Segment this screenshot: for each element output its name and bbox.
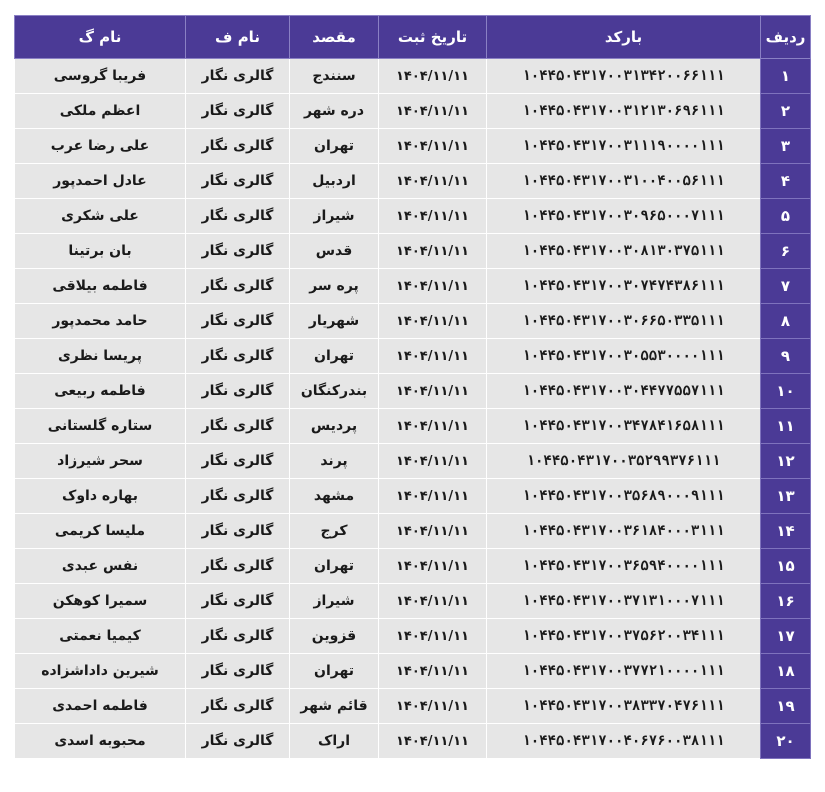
header-radif: ردیف	[761, 16, 811, 59]
table-row	[15, 514, 811, 549]
row-index: ۶	[761, 234, 811, 269]
table-row	[15, 59, 811, 94]
destination-cell: مشهد	[290, 479, 379, 514]
destination-cell: دره شهر	[290, 94, 379, 129]
name-g-cell: علی شکری	[15, 199, 186, 234]
barcode-cell: ۱۰۴۴۵۰۴۳۱۷۰۰۳۷۵۶۲۰۰۳۴۱۱۱	[487, 619, 761, 654]
date-cell: ۱۴۰۴/۱۱/۱۱	[379, 689, 487, 724]
name-g-cell: نفس عبدی	[15, 549, 186, 584]
name-g-cell: فاطمه ربیعی	[15, 374, 186, 409]
barcode-cell: ۱۰۴۴۵۰۴۳۱۷۰۰۳۵۲۹۹۳۷۶۱۱۱	[487, 444, 761, 479]
date-cell: ۱۴۰۴/۱۱/۱۱	[379, 514, 487, 549]
destination-cell: شهریار	[290, 304, 379, 339]
name-f-cell: گالری نگار	[186, 479, 290, 514]
name-f-cell: گالری نگار	[186, 444, 290, 479]
date-cell: ۱۴۰۴/۱۱/۱۱	[379, 549, 487, 584]
barcode-cell: ۱۰۴۴۵۰۴۳۱۷۰۰۳۰۸۱۳۰۳۷۵۱۱۱	[487, 234, 761, 269]
date-cell: ۱۴۰۴/۱۱/۱۱	[379, 619, 487, 654]
table-row	[15, 374, 811, 409]
date-cell: ۱۴۰۴/۱۱/۱۱	[379, 479, 487, 514]
table-row	[15, 654, 811, 689]
destination-cell: پرند	[290, 444, 379, 479]
date-cell: ۱۴۰۴/۱۱/۱۱	[379, 164, 487, 199]
row-index: ۲	[761, 94, 811, 129]
row-index: ۱۷	[761, 619, 811, 654]
date-cell: ۱۴۰۴/۱۱/۱۱	[379, 59, 487, 94]
table-row	[15, 269, 811, 304]
row-index: ۱۵	[761, 549, 811, 584]
destination-cell: پره سر	[290, 269, 379, 304]
barcode-cell: ۱۰۴۴۵۰۴۳۱۷۰۰۴۰۶۷۶۰۰۳۸۱۱۱	[487, 724, 761, 759]
table-row	[15, 94, 811, 129]
destination-cell: کرج	[290, 514, 379, 549]
row-index: ۱۰	[761, 374, 811, 409]
name-f-cell: گالری نگار	[186, 654, 290, 689]
destination-cell: قدس	[290, 234, 379, 269]
row-index: ۱۲	[761, 444, 811, 479]
barcode-cell: ۱۰۴۴۵۰۴۳۱۷۰۰۳۸۳۳۷۰۴۷۶۱۱۱	[487, 689, 761, 724]
date-cell: ۱۴۰۴/۱۱/۱۱	[379, 584, 487, 619]
barcode-cell: ۱۰۴۴۵۰۴۳۱۷۰۰۳۰۶۶۵۰۳۳۵۱۱۱	[487, 304, 761, 339]
destination-cell: بندرکنگان	[290, 374, 379, 409]
name-f-cell: گالری نگار	[186, 164, 290, 199]
table-row	[15, 584, 811, 619]
table-row	[15, 444, 811, 479]
name-g-cell: پریسا نظری	[15, 339, 186, 374]
date-cell: ۱۴۰۴/۱۱/۱۱	[379, 444, 487, 479]
barcode-cell: ۱۰۴۴۵۰۴۳۱۷۰۰۳۱۲۱۳۰۶۹۶۱۱۱	[487, 94, 761, 129]
barcode-cell: ۱۰۴۴۵۰۴۳۱۷۰۰۳۴۷۸۴۱۶۵۸۱۱۱	[487, 409, 761, 444]
name-f-cell: گالری نگار	[186, 584, 290, 619]
row-index: ۱۱	[761, 409, 811, 444]
destination-cell: اراک	[290, 724, 379, 759]
date-cell: ۱۴۰۴/۱۱/۱۱	[379, 269, 487, 304]
barcode-cell: ۱۰۴۴۵۰۴۳۱۷۰۰۳۱۰۰۴۰۰۵۶۱۱۱	[487, 164, 761, 199]
barcode-cell: ۱۰۴۴۵۰۴۳۱۷۰۰۳۷۷۲۱۰۰۰۰۱۱۱	[487, 654, 761, 689]
name-g-cell: حامد محمدپور	[15, 304, 186, 339]
row-index: ۱۶	[761, 584, 811, 619]
name-f-cell: گالری نگار	[186, 199, 290, 234]
row-index: ۵	[761, 199, 811, 234]
destination-cell: شیراز	[290, 584, 379, 619]
destination-cell: اردبیل	[290, 164, 379, 199]
date-cell: ۱۴۰۴/۱۱/۱۱	[379, 654, 487, 689]
date-cell: ۱۴۰۴/۱۱/۱۱	[379, 234, 487, 269]
name-f-cell: گالری نگار	[186, 234, 290, 269]
barcode-cell: ۱۰۴۴۵۰۴۳۱۷۰۰۳۰۷۴۷۴۳۸۶۱۱۱	[487, 269, 761, 304]
row-index: ۲۰	[761, 724, 811, 759]
barcode-cell: ۱۰۴۴۵۰۴۳۱۷۰۰۳۰۴۴۷۷۵۵۷۱۱۱	[487, 374, 761, 409]
name-f-cell: گالری نگار	[186, 689, 290, 724]
table-row	[15, 234, 811, 269]
row-index: ۱۳	[761, 479, 811, 514]
table-row	[15, 129, 811, 164]
row-index: ۱۴	[761, 514, 811, 549]
barcode-cell: ۱۰۴۴۵۰۴۳۱۷۰۰۳۱۱۱۹۰۰۰۰۱۱۱	[487, 129, 761, 164]
row-index: ۹	[761, 339, 811, 374]
barcode-cell: ۱۰۴۴۵۰۴۳۱۷۰۰۳۷۱۳۱۰۰۰۷۱۱۱	[487, 584, 761, 619]
barcode-cell: ۱۰۴۴۵۰۴۳۱۷۰۰۳۶۱۸۴۰۰۰۳۱۱۱	[487, 514, 761, 549]
name-g-cell: عادل احمدپور	[15, 164, 186, 199]
date-cell: ۱۴۰۴/۱۱/۱۱	[379, 129, 487, 164]
date-cell: ۱۴۰۴/۱۱/۱۱	[379, 199, 487, 234]
header-name-g: نام گ	[15, 16, 186, 59]
table-row	[15, 479, 811, 514]
barcode-cell: ۱۰۴۴۵۰۴۳۱۷۰۰۳۱۳۴۲۰۰۶۶۱۱۱	[487, 59, 761, 94]
name-f-cell: گالری نگار	[186, 269, 290, 304]
date-cell: ۱۴۰۴/۱۱/۱۱	[379, 724, 487, 759]
date-cell: ۱۴۰۴/۱۱/۱۱	[379, 94, 487, 129]
name-g-cell: فاطمه احمدی	[15, 689, 186, 724]
row-index: ۱	[761, 59, 811, 94]
name-g-cell: محبوبه اسدی	[15, 724, 186, 759]
name-g-cell: شیرین داداشزاده	[15, 654, 186, 689]
header-name-f: نام ف	[186, 16, 290, 59]
row-index: ۱۹	[761, 689, 811, 724]
destination-cell: تهران	[290, 654, 379, 689]
date-cell: ۱۴۰۴/۱۱/۱۱	[379, 374, 487, 409]
table-row	[15, 304, 811, 339]
name-g-cell: سمیرا کوهکن	[15, 584, 186, 619]
table-row	[15, 724, 811, 759]
table-row	[15, 619, 811, 654]
barcode-cell: ۱۰۴۴۵۰۴۳۱۷۰۰۳۶۵۹۴۰۰۰۰۱۱۱	[487, 549, 761, 584]
row-index: ۱۸	[761, 654, 811, 689]
name-f-cell: گالری نگار	[186, 304, 290, 339]
name-g-cell: فریبا گروسی	[15, 59, 186, 94]
name-f-cell: گالری نگار	[186, 339, 290, 374]
destination-cell: پردیس	[290, 409, 379, 444]
date-cell: ۱۴۰۴/۱۱/۱۱	[379, 304, 487, 339]
row-index: ۴	[761, 164, 811, 199]
name-g-cell: بهاره داوک	[15, 479, 186, 514]
table-header-row	[15, 16, 811, 59]
name-f-cell: گالری نگار	[186, 514, 290, 549]
destination-cell: تهران	[290, 339, 379, 374]
table-row	[15, 339, 811, 374]
header-dest: مقصد	[290, 16, 379, 59]
table-row	[15, 164, 811, 199]
shipments-table	[14, 15, 811, 759]
barcode-cell: ۱۰۴۴۵۰۴۳۱۷۰۰۳۰۵۵۳۰۰۰۰۱۱۱	[487, 339, 761, 374]
header-date: تاریخ ثبت	[379, 16, 487, 59]
name-f-cell: گالری نگار	[186, 549, 290, 584]
destination-cell: تهران	[290, 129, 379, 164]
name-f-cell: گالری نگار	[186, 94, 290, 129]
name-g-cell: ستاره گلستانی	[15, 409, 186, 444]
table-row	[15, 549, 811, 584]
name-g-cell: بان برتینا	[15, 234, 186, 269]
row-index: ۳	[761, 129, 811, 164]
name-g-cell: فاطمه بیلاقی	[15, 269, 186, 304]
date-cell: ۱۴۰۴/۱۱/۱۱	[379, 409, 487, 444]
name-f-cell: گالری نگار	[186, 409, 290, 444]
barcode-cell: ۱۰۴۴۵۰۴۳۱۷۰۰۳۰۹۶۵۰۰۰۷۱۱۱	[487, 199, 761, 234]
destination-cell: تهران	[290, 549, 379, 584]
destination-cell: قزوین	[290, 619, 379, 654]
name-f-cell: گالری نگار	[186, 374, 290, 409]
destination-cell: قائم شهر	[290, 689, 379, 724]
table-row	[15, 689, 811, 724]
name-f-cell: گالری نگار	[186, 129, 290, 164]
destination-cell: شیراز	[290, 199, 379, 234]
row-index: ۸	[761, 304, 811, 339]
header-barcode: بارکد	[487, 16, 761, 59]
name-g-cell: کیمیا نعمتی	[15, 619, 186, 654]
table-row	[15, 409, 811, 444]
name-g-cell: ملیسا کریمی	[15, 514, 186, 549]
table-row	[15, 199, 811, 234]
name-f-cell: گالری نگار	[186, 619, 290, 654]
destination-cell: سنندج	[290, 59, 379, 94]
name-f-cell: گالری نگار	[186, 724, 290, 759]
row-index: ۷	[761, 269, 811, 304]
name-g-cell: علی رضا عرب	[15, 129, 186, 164]
date-cell: ۱۴۰۴/۱۱/۱۱	[379, 339, 487, 374]
name-f-cell: گالری نگار	[186, 59, 290, 94]
name-g-cell: سحر شیرزاد	[15, 444, 186, 479]
name-g-cell: اعظم ملکی	[15, 94, 186, 129]
barcode-cell: ۱۰۴۴۵۰۴۳۱۷۰۰۳۵۶۸۹۰۰۰۹۱۱۱	[487, 479, 761, 514]
